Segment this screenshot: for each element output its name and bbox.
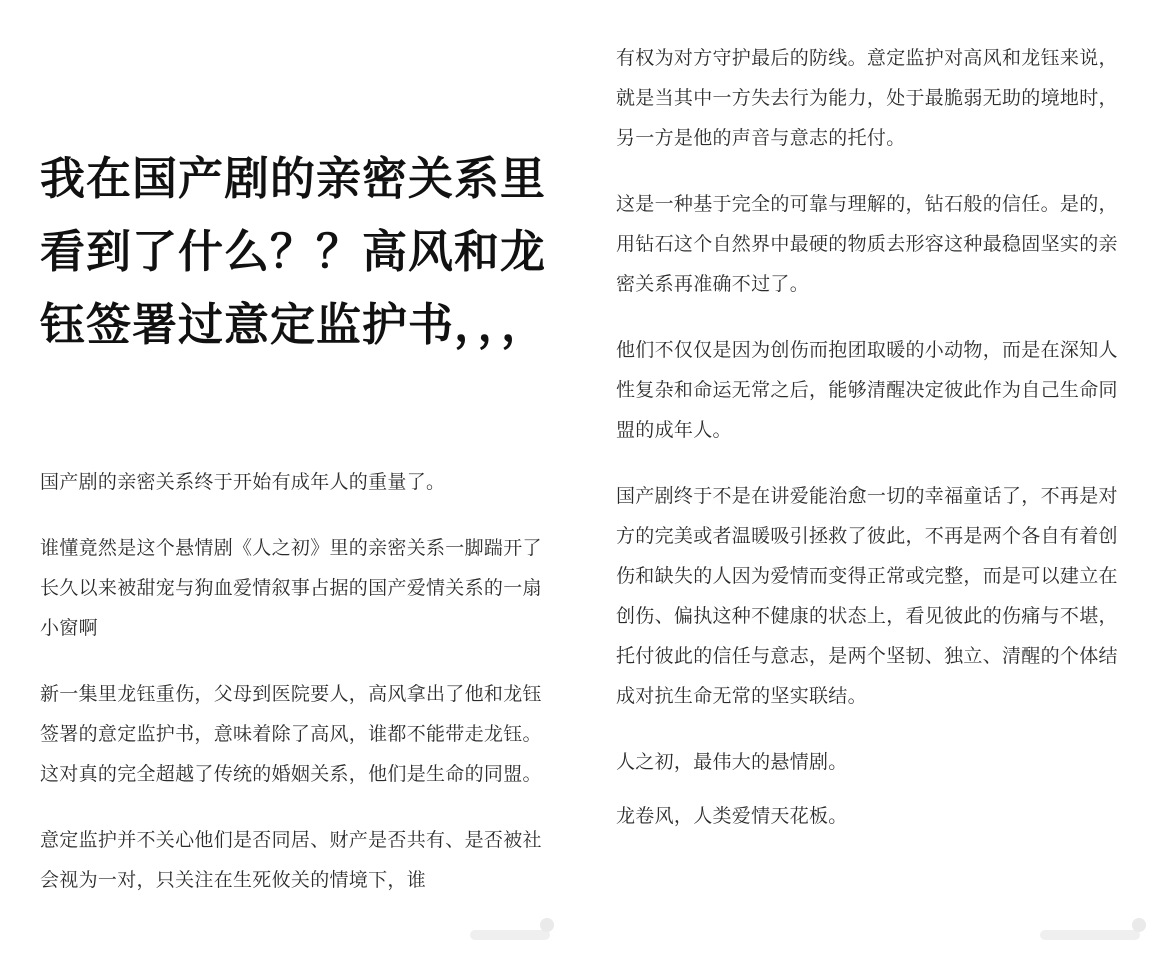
watermark-bar xyxy=(470,930,550,940)
paragraph: 有权为对方守护最后的防线。意定监护对高风和龙钰来说，就是当其中一方失去行为能力，处于最脆弱无助的境地时，另一方是他的声音与意志的托付。 xyxy=(616,47,1118,149)
paragraph: 谁懂竟然是这个悬情剧《人之初》里的亲密关系一脚踹开了长久以来被甜宠与狗血爱情叙事占据的国产爱情关系的一扇小窗啊 xyxy=(40,537,542,639)
watermark-dot xyxy=(1132,918,1146,932)
paragraph: 他们不仅仅是因为创伤而抱团取暖的小动物，而是在深知人性复杂和命运无常之后，能够清醒决定彼此作为自己生命同盟的成年人。 xyxy=(616,339,1118,441)
paragraph: 国产剧终于不是在讲爱能治愈一切的幸福童话了，不再是对方的完美或者温暖吸引拯救了彼此，不再是两个各自有着创伤和缺失的人因为爱情而变得正常或完整，而是可以建立在创伤、偏执这种不健康的状态上，看见彼此的伤痛与不堪，托付彼此的信任与意志，是两个坚韧、独立、清醒的个体结成对抗生命无常的坚实联结。 xyxy=(616,485,1118,707)
paragraph: 这是一种基于完全的可靠与理解的，钻石般的信任。是的，用钻石这个自然界中最硬的物质去形容这种最稳固坚实的亲密关系再准确不过了。 xyxy=(616,193,1118,295)
right-article-body xyxy=(616,38,1122,850)
paragraph: 龙卷风，人类爱情天花板。 xyxy=(616,805,848,827)
left-article-body xyxy=(40,462,556,926)
watermark-bar xyxy=(1040,930,1140,940)
right-page xyxy=(580,0,1152,960)
paragraph: 新一集里龙钰重伤，父母到医院要人，高风拿出了他和龙钰签署的意定监护书，意味着除了高风，谁都不能带走龙钰。这对真的完全超越了传统的婚姻关系，他们是生命的同盟。 xyxy=(40,683,542,785)
left-page xyxy=(0,0,560,960)
paragraph: 人之初，最伟大的悬情剧。 xyxy=(616,751,848,773)
paragraph: 国产剧的亲密关系终于开始有成年人的重量了。 xyxy=(40,471,446,493)
article-title: 我在国产剧的亲密关系里看到了什么？？高风和龙钰签署过意定监护书，，， xyxy=(40,152,548,351)
watermark-dot xyxy=(540,918,554,932)
paragraph: 意定监护并不关心他们是否同居、财产是否共有、是否被社会视为一对，只关注在生死攸关的情境下，谁 xyxy=(40,829,542,891)
